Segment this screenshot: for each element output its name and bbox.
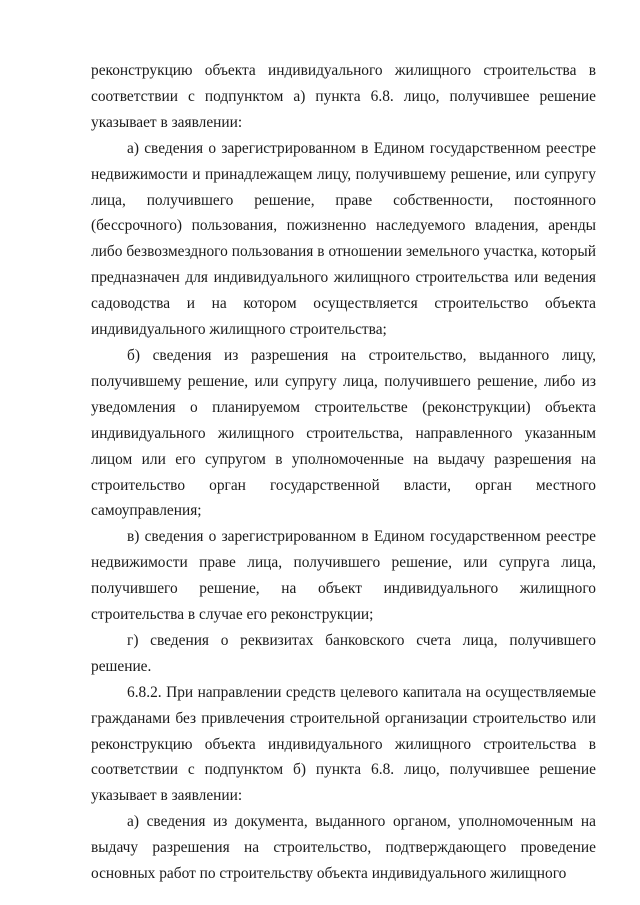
paragraph-item-g-bank-account: г) сведения о реквизитах банковского счета лица, получившего решение. [91,631,596,675]
paragraph-section-6-8-2: 6.8.2. При направлении средств целевого капитала на осуществляемые гражданами без привлечения строительной организации строительство или реконструкцию объекта индивидуального жилищного строительства в соответствии с подпунктом б) пункта 6.8. лицо, получившее решение указывает в заявлении: [91,683,596,805]
paragraph-continuation: реконструкцию объекта индивидуального жилищного строительства в соответствии с подпунктом а) пункта 6.8. лицо, получившее решение указывает в заявлении: [91,62,596,131]
paragraph-item-v-ownership-right: в) сведения о зарегистрированном в Едином государственном реестре недвижимости праве лица, получившего решение, или супруга лица, получившего решение, на объект индивидуального жилищного строительства в случае его реконструкции; [91,528,596,624]
paragraph-item-a-permit-document: а) сведения из документа, выданного органом, уполномоченным на выдачу разрешения на строительство, подтверждающего проведение основных работ по строительству объекта индивидуального жилищного [91,813,596,883]
paragraph-item-b-building-permit: б) сведения из разрешения на строительство, выданного лицу, получившему решение, или супругу лица, получившего решение, либо из уведомления о планируемом строительстве (реконструкции) объекта индивидуального жилищного строительства, направленного указанным лицом или его супругом в уполномоченные на выдачу разрешения на строительство орган государственной власти, орган местного самоуправления; [91,346,596,520]
document-body [91,58,596,887]
paragraph-item-a-land-rights: а) сведения о зарегистрированном в Едином государственном реестре недвижимости и принадлежащем лицу, получившему решение, или супругу лица, получившего решение, праве собственности, постоянного (бессрочного) пользования, пожизненно наследуемого владения, аренды либо безвозмездного пользования в отношении земельного участка, который предназначен для индивидуального жилищного строительства или ведения садоводства и на котором осуществляется строительство объекта индивидуального жилищного строительства; [91,139,596,339]
